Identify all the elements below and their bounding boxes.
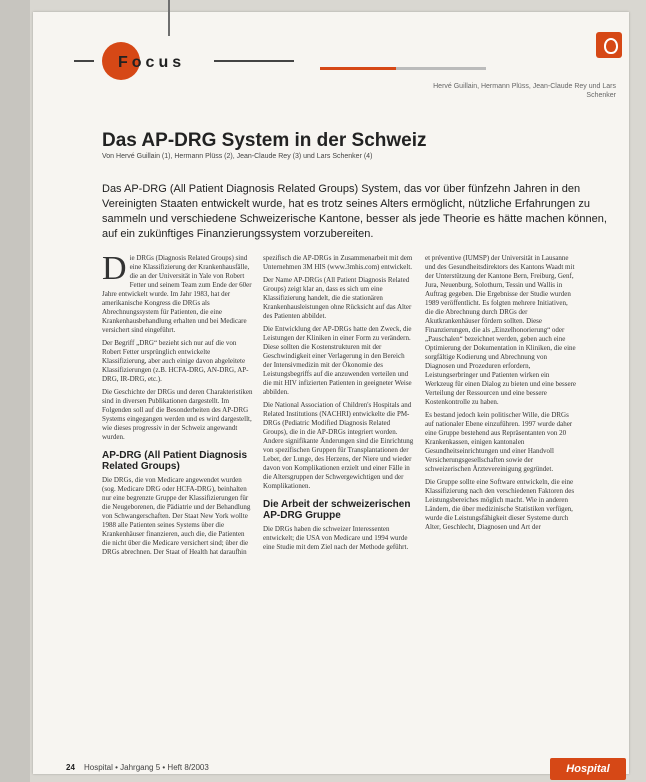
section-label: Focus: [118, 54, 186, 71]
paragraph: spezifisch die AP-DRGs in Zusammenarbeit mit dem Unternehmen 3M HIS (www.3mhis.com) entwickelt.: [263, 254, 413, 271]
page-left-shadow: [0, 0, 30, 782]
header-rule-left: [74, 60, 94, 62]
paragraph: Es bestand jedoch kein politischer Wille, die DRGs auf nationaler Ebene einzuführen. 1997 wurde daher eine Gruppe bestehend aus Repräsentanten von 20 Krankenkassen, einigen kantonalen Gesundheitseinrichtungen und einer Handvoll Versicherungsgesellschaften sowie der schweizerischen Ärztevereinigung gegründet.: [425, 411, 573, 473]
text-column-2: [263, 254, 415, 556]
page-number: 24: [66, 763, 75, 772]
paragraph: et préventive (IUMSP) der Universität in Lausanne und des Gesundheitsdirektors des Kantons Waadt mit der Unterstützung der Kantone Bern, Freiburg, Genf, Jura, Neuenburg, Solothurn, Tessin und Wallis in Auftrag gegeben. Die Ergebnisse der Studie wurden 1989 veröffentlicht. Es folgten mehrere Initiativen, die die Abrechnung durch DRGs der Akutkrankenhäuser fördern sollten. Diese Finanzierungen, die als „Einzelhonorierung“ oder „Pauschalen“ bezeichnet werden, geben auch eine Optimierung der Dokumentation in Kliniken, die eine sorgfältige Kodierung und Abrechnung von Diagnosen und Prozeduren erfordern, Leistungserbringer und Patienten wirken ein Werkzeug für einen Dialog zu bieten und eine bessere Verteilung der Ressourcen und eine bessere Kostenkontrolle zu haben.: [425, 254, 577, 406]
paragraph: Die DRGs haben die schweizer Interessenten entwickelt; die USA von Medicare und 1994 wurde eine Studie mit dem Ziel nach der Methode geführt.: [263, 525, 409, 551]
paragraph: Die Gruppe sollte eine Software entwickeln, die eine Klassifizierung nach den verschiedenen Faktoren des Leistungsbereiches möglich macht. Wie in anderen Ländern, die über medizinische Statistiken verfügen, wurde die Leistungsfähigkeit dieser Systeme durch Alter, Geschlecht, Diagnosen und Art der: [425, 478, 575, 531]
paragraph: Der Begriff „DRG“ bezieht sich nur auf die von Robert Fetter ursprünglich entwickelte Klassifizierung, aber auch einige davon abgeleitete Klassifizierungen (z.B. HCFA-DRG, AN-DRG, AP-DRG, IR-DRG, etc.).: [102, 339, 249, 383]
paragraph: [102, 250, 254, 335]
paragraph: Die Entwicklung der AP-DRGs hatte den Zweck, die Leistungen der Kliniken in einer Form zu verändern. Diese sollten die Kostenstrukturen mit der Geschwindigkeit einer Verlagerung in den Bereich der Intensivmedizin mit der Ökonomie des Leistungsbegriffs auf die anzuwenden verteilen und die mit HIV infizierten Patienten in geeigneter Weise abbilden.: [263, 325, 412, 396]
article-byline: Von Hervé Guillain (1), Hermann Plüss (2), Jean-Claude Rey (3) und Lars Schenker (4): [102, 153, 373, 160]
accent-bar: [320, 67, 400, 70]
paragraph-text: ie DRGs (Diagnosis Related Groups) sind eine Klassifizierung der Krankenhausfälle, die an der Universität in Yale von Robert Fetter und seinem Team zum Ende der 60er Jahre entwickelt wurde. Im Jahr 1983, hat der amerikanische Kongress die DRGs als Abrechnungssystem für Patienten, die eine Krankenhausbehandlung erhalten und bei Medicare versichert sind eingeführt.: [102, 254, 252, 334]
subheading: AP-DRG (All Patient Diagnosis Related Groups): [102, 450, 248, 472]
top-authors: Hervé Guillain, Hermann Plüss, Jean-Claude Rey und Lars Schenker: [433, 83, 616, 99]
paragraph: Der Name AP-DRGs (All Patient Diagnosis Related Groups) zeigt klar an, dass es sich um eine Klassifizierung handelt, die die stationären Krankenhausleistungen ohne Rücksicht auf das Alter des Patienten abbildet.: [263, 276, 412, 320]
paragraph: Die Geschichte der DRGs und deren Charakteristiken sind in diversen Publikationen dargestellt. Im Folgenden soll auf die Besonderheiten des AP-DRG Systems eingegangen werden und es wird dargestellt, wie dieses progressiv in der Schweiz angewandt wurden.: [102, 388, 253, 441]
text-column-1: [102, 250, 254, 561]
accent-bar-gray: [396, 67, 486, 70]
section-header: [74, 36, 284, 80]
paragraph: Die DRGs, die von Medicare angewendet wurden (sog. Medicare DRG oder HCFA-DRG), beinhalten nur eine begrenzte Gruppe der Klassifizierungen für die Neugeborenen, die Pädiatrie und der Behandlung von Schwangerschaften. Der Staat New York wollte 1988 alle Patienten seines Systems über die Krankenhäuser finanzieren, auch die, die Patienten die nicht über die Medicare versichert sind; über die DRGs abrechnen. Der Staat of Health hat daraufhin: [102, 476, 251, 556]
dropcap: D: [102, 250, 127, 287]
text-column-3: [425, 254, 577, 536]
header-rule-right: [214, 60, 294, 62]
article-intro: Das AP-DRG (All Patient Diagnosis Related Groups) System, das vor über fünfzehn Jahren in den Vereinigten Staaten entwickelt wurde, hat es trotz seines Alters ermöglicht, nützliche Erfahrungen zu sammeln und verschiedene Schweizerische Kantone, besser als jede Theorie es hätte machen können, auf ein zukünftiges Finanzierungssystem vorzubereiten.: [102, 183, 607, 240]
subheading: Die Arbeit der schweizerischen AP-DRG Gruppe: [263, 499, 411, 521]
hospital-brand-logo: Hospital: [550, 758, 626, 780]
page-footer: [66, 761, 626, 779]
binder-clip-line: [168, 0, 170, 36]
publication-info: Hospital • Jahrgang 5 • Heft 8/2003: [84, 763, 209, 772]
article-title: Das AP-DRG System in der Schweiz: [102, 130, 427, 151]
hospital-logo-icon: [596, 32, 622, 58]
paragraph: Die National Association of Children's Hospitals and Related Institutions (NACHRI) entwickelte die PM-DRGs (Pediatric Modified Diagnosis Related Groups), die in die AP-DRGs integriert worden. Andere signifikante Änderungen sind die Einrichtung von spezifischen Gruppen für Transplantationen der Leber, der Lunge, des Herzens, der Niere und wieder davon von Komplikationen erzielt und einer Fälle in die Altersgruppen der Schwergewichtigen und der Komplikationen.: [263, 401, 414, 490]
